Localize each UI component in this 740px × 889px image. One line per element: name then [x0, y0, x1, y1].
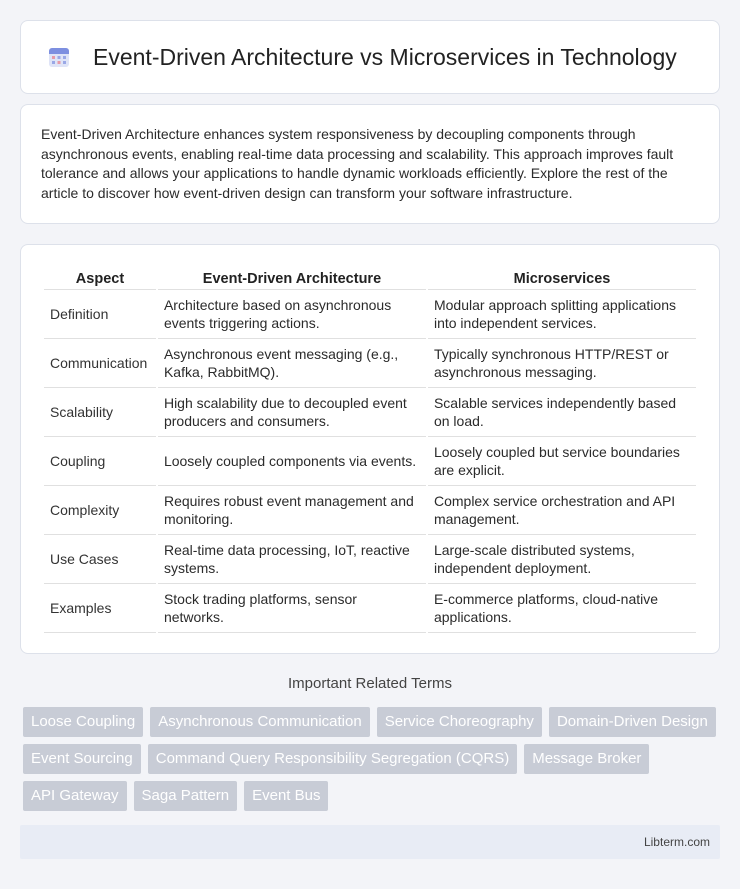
header-card [20, 20, 720, 94]
term-tag[interactable]: Service Choreography [377, 707, 542, 737]
related-terms-title: Important Related Terms [288, 675, 452, 692]
term-tag[interactable]: Message Broker [524, 744, 649, 774]
related-terms-list [23, 707, 723, 811]
row-event-driven: Architecture based on asynchronous events triggering actions. [158, 290, 426, 339]
row-aspect: Scalability [44, 388, 156, 437]
row-microservices: Modular approach splitting applications into independent services. [428, 290, 696, 339]
row-microservices: Large-scale distributed systems, independent deployment. [428, 535, 696, 584]
page-title: Event-Driven Architecture vs Microservices in Technology [93, 43, 677, 70]
term-tag[interactable]: Asynchronous Communication [150, 707, 369, 737]
row-aspect: Coupling [44, 437, 156, 486]
term-tag[interactable]: Saga Pattern [134, 781, 238, 811]
header-event-driven: Event-Driven Architecture [158, 265, 426, 290]
table-row [44, 535, 696, 584]
table-row [44, 437, 696, 486]
table-row [44, 339, 696, 388]
footer [20, 825, 720, 859]
row-event-driven: Asynchronous event messaging (e.g., Kafka, RabbitMQ). [158, 339, 426, 388]
row-event-driven: Stock trading platforms, sensor networks. [158, 584, 426, 633]
row-aspect: Complexity [44, 486, 156, 535]
row-aspect: Use Cases [44, 535, 156, 584]
header-aspect: Aspect [44, 265, 156, 290]
row-microservices: Typically synchronous HTTP/REST or asynchronous messaging. [428, 339, 696, 388]
table-row [44, 486, 696, 535]
comparison-table [42, 265, 698, 633]
row-event-driven: High scalability due to decoupled event producers and consumers. [158, 388, 426, 437]
footer-site-link[interactable]: Libterm.com [643, 835, 710, 849]
row-event-driven: Requires robust event management and monitoring. [158, 486, 426, 535]
row-microservices: Loosely coupled but service boundaries are explicit. [428, 437, 696, 486]
intro-card [20, 104, 720, 224]
term-tag[interactable]: Event Bus [244, 781, 328, 811]
header-microservices: Microservices [428, 265, 696, 290]
intro-text: Event-Driven Architecture enhances system responsiveness by decoupling components through asynchronous events, enabling real-time data processing and scalability. This approach improves fault tolerance and allows your applications to handle dynamic workloads efficiently. Explore the rest of the article to discover how event-driven design can transform your software infrastructure. [41, 126, 674, 201]
calendar-icon [47, 45, 71, 69]
term-tag[interactable]: Event Sourcing [23, 744, 141, 774]
row-microservices: Complex service orchestration and API management. [428, 486, 696, 535]
table-row [44, 290, 696, 339]
row-aspect: Communication [44, 339, 156, 388]
term-tag[interactable]: API Gateway [23, 781, 127, 811]
comparison-card [20, 244, 720, 654]
term-tag[interactable]: Loose Coupling [23, 707, 143, 737]
table-row [44, 584, 696, 633]
term-tag[interactable]: Command Query Responsibility Segregation (CQRS) [148, 744, 517, 774]
term-tag[interactable]: Domain-Driven Design [549, 707, 716, 737]
row-aspect: Examples [44, 584, 156, 633]
row-event-driven: Loosely coupled components via events. [158, 437, 426, 486]
table-row [44, 388, 696, 437]
row-event-driven: Real-time data processing, IoT, reactive systems. [158, 535, 426, 584]
row-microservices: Scalable services independently based on load. [428, 388, 696, 437]
table-header-row [44, 265, 696, 290]
row-aspect: Definition [44, 290, 156, 339]
row-microservices: E-commerce platforms, cloud-native applications. [428, 584, 696, 633]
